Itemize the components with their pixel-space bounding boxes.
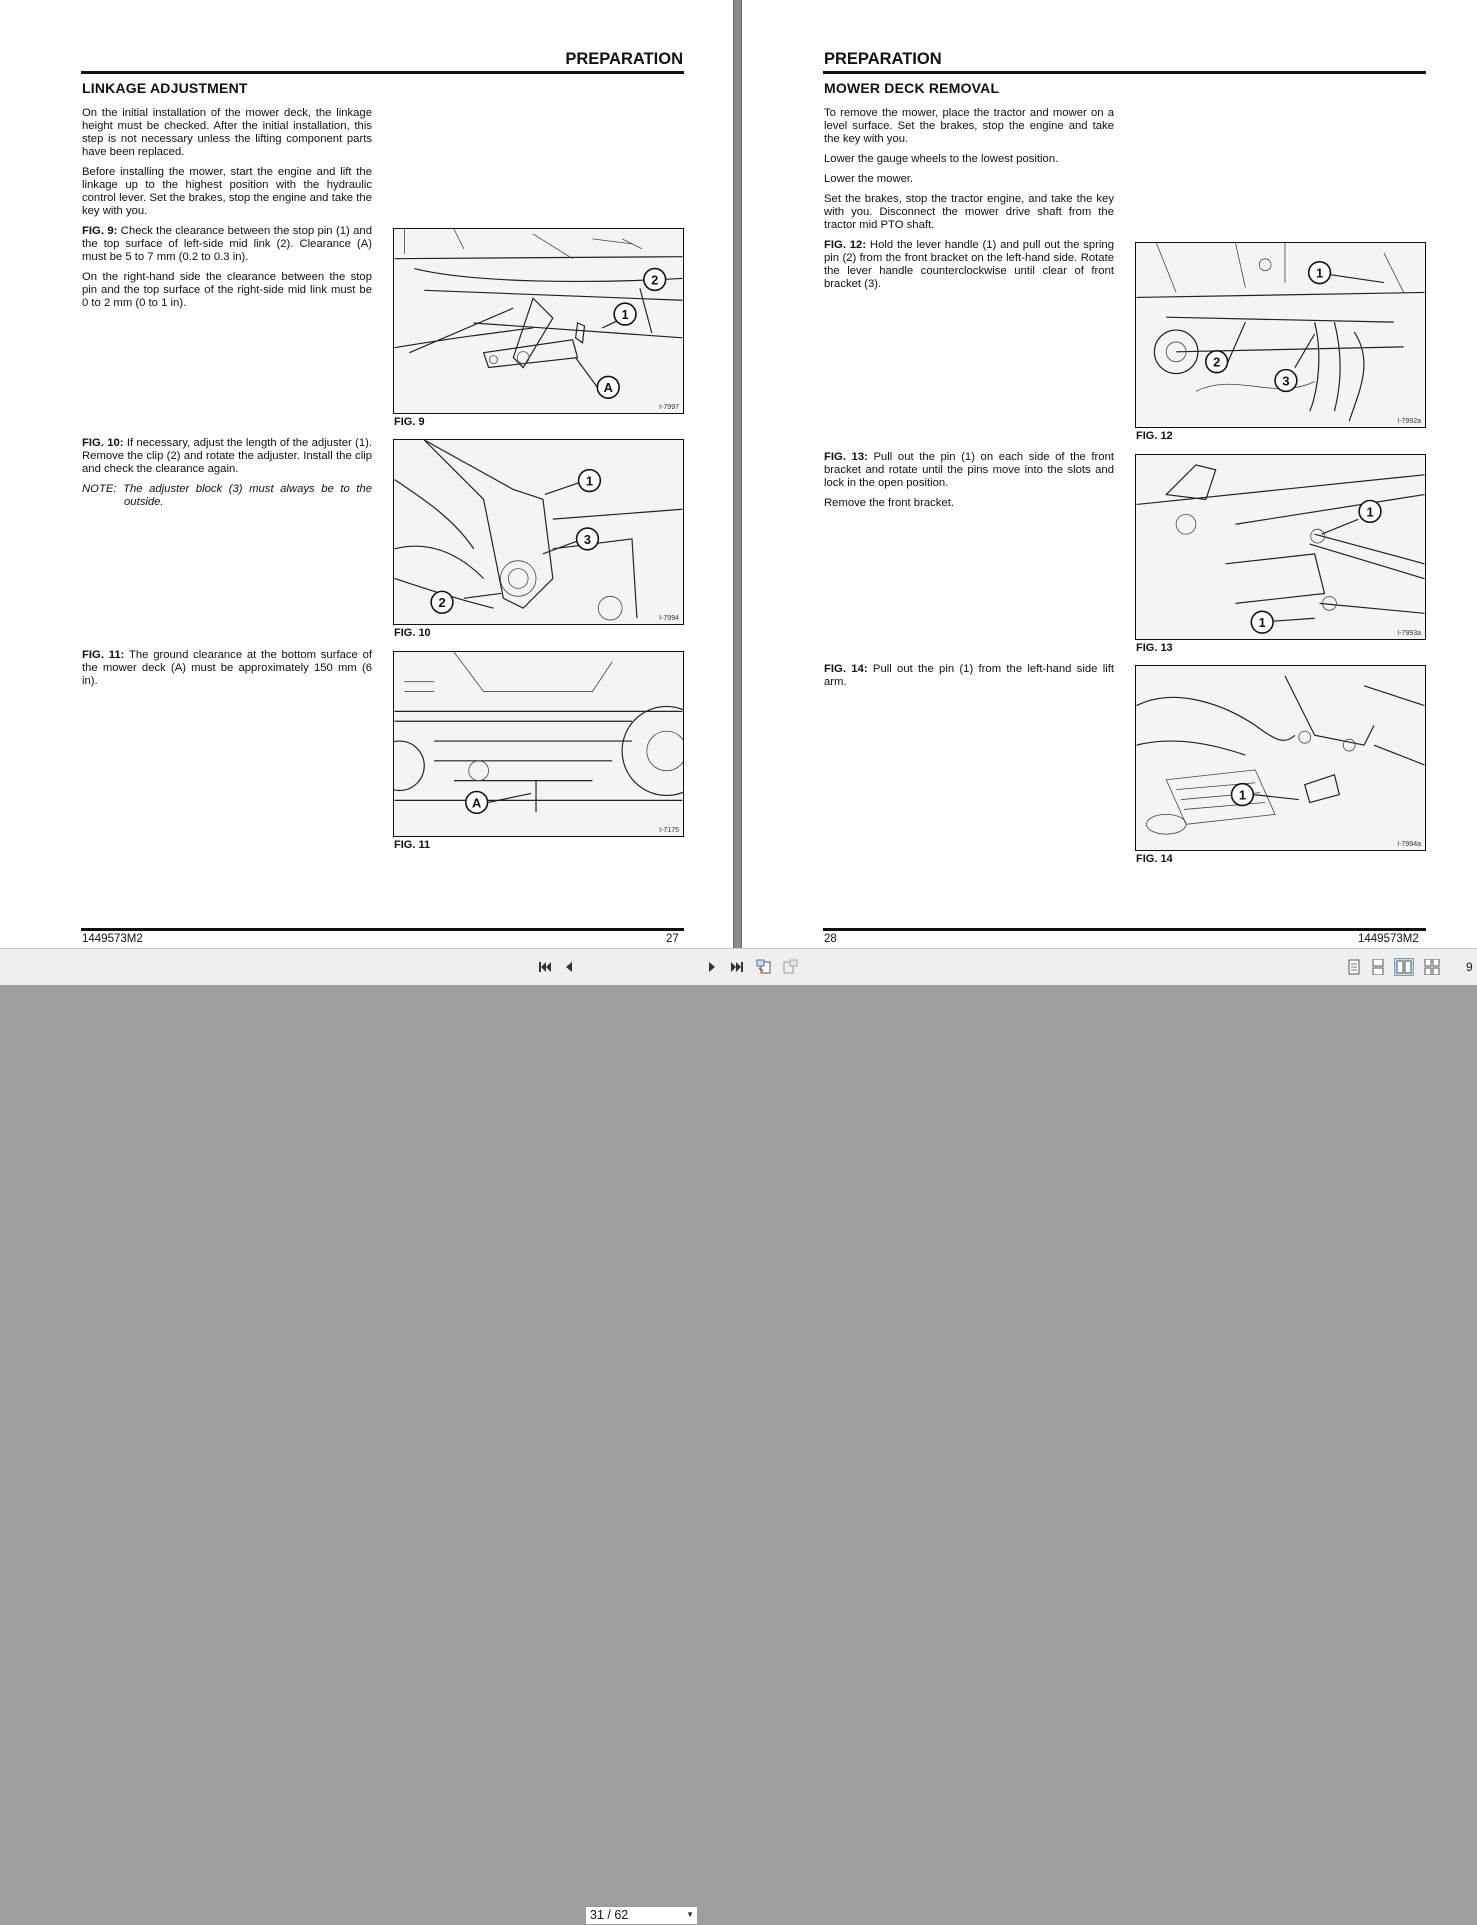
footer-rule: [823, 928, 1426, 931]
zoom-level[interactable]: 9: [1466, 960, 1473, 974]
fig-label: FIG. 14:: [824, 663, 868, 675]
fig10-paragraph: [82, 437, 372, 476]
figure-14: [1135, 665, 1426, 851]
right-page: [742, 0, 1477, 948]
figure-12-illustration: [1136, 243, 1425, 427]
figure-code: I-7994: [659, 615, 679, 622]
figure-caption: FIG. 10: [394, 627, 431, 639]
figure-13-illustration: [1136, 455, 1425, 639]
fig9-paragraph: [82, 225, 372, 264]
page-gutter: [733, 0, 742, 948]
page-header: PREPARATION: [824, 50, 942, 68]
page-header: PREPARATION: [565, 50, 683, 68]
single-page-icon[interactable]: [1344, 958, 1364, 976]
fig-text: Pull out the pin (1) on each side of the front bracket and rotate until the pins move into the slots and lock in the open position.: [824, 451, 1115, 489]
callout-label: 1: [1258, 615, 1266, 631]
continuous-facing-icon[interactable]: [1422, 958, 1442, 976]
callout-label: A: [472, 795, 482, 811]
paragraph: Lower the mower.: [824, 173, 914, 185]
fig14-text-block: [824, 663, 1114, 696]
figure-code: I-7992a: [1397, 418, 1421, 425]
page-number-input[interactable]: [585, 1906, 698, 1925]
callout-label: 1: [621, 307, 629, 323]
figure-13: [1135, 454, 1426, 640]
paragraph: On the initial installation of the mower deck, the linkage height must be checked. After the initial installation, this step is not necessary unless the lifting component parts have been replaced.: [82, 107, 372, 158]
footer-rule: [81, 928, 684, 931]
fig-label: FIG. 10:: [82, 437, 124, 449]
paragraph: Before installing the mower, start the engine and lift the linkage up to the highest position with the hydraulic control lever. Set the brakes, stop the engine and take the key with you.: [82, 166, 372, 217]
fig13-text-block: [824, 451, 1114, 517]
figure-11: [393, 651, 684, 837]
figure-9-illustration: [394, 229, 683, 413]
forward-view-icon[interactable]: [780, 958, 800, 976]
figure-caption: FIG. 12: [1136, 430, 1173, 442]
note: NOTE: The adjuster block (3) must always be to the outside.: [82, 483, 372, 508]
chevron-down-icon[interactable]: ▼: [686, 1910, 694, 1919]
figure-code: I-7994a: [1397, 841, 1421, 848]
fig-label: FIG. 12:: [824, 239, 867, 251]
page-indicator: 31 / 62: [590, 1908, 629, 1922]
callout-label: 1: [1238, 787, 1246, 803]
paragraph: Remove the front bracket.: [824, 497, 954, 509]
doc-number: 1449573M2: [82, 933, 143, 945]
fig-text: Hold the lever handle (1) and pull out the spring pin (2) from the front bracket on the left-hand side. Rotate the lever handle counterclockwise until clear of front bracket (3).: [824, 239, 1114, 290]
figure-code: I-7993a: [1397, 630, 1421, 637]
paragraph: On the right-hand side the clearance between the stop pin and the top surface of the right-side mid link must be 0 to 2 mm (0 to 1 in).: [82, 271, 372, 309]
fig12-paragraph: [824, 239, 1114, 291]
fig-label: FIG. 13:: [824, 451, 868, 463]
page-number: 27: [666, 933, 679, 945]
figure-14-illustration: [1136, 666, 1425, 850]
back-view-icon[interactable]: [754, 958, 774, 976]
figure-caption: FIG. 11: [394, 839, 431, 851]
callout-label: 2: [651, 272, 659, 288]
paragraph: Lower the gauge wheels to the lowest position.: [824, 153, 1059, 165]
callout-label: 3: [583, 531, 592, 547]
figure-code: I-7997: [659, 404, 679, 411]
fig-text: If necessary, adjust the length of the adjuster (1). Remove the clip (2) and rotate the adjuster. Install the clip and check the clearance again.: [82, 437, 372, 475]
fig10-text-block: [82, 437, 372, 516]
figure-9: [393, 228, 684, 414]
first-page-icon[interactable]: [535, 958, 555, 976]
figure-12: [1135, 242, 1426, 428]
callout-label: 2: [1213, 354, 1221, 370]
fig14-paragraph: [824, 663, 1114, 689]
figure-caption: FIG. 13: [1136, 642, 1173, 654]
paragraph: Set the brakes, stop the tractor engine, and take the key with you. Disconnect the mower drive shaft from the tractor mid PTO shaft.: [824, 193, 1114, 231]
continuous-icon[interactable]: [1368, 958, 1388, 976]
doc-number: 1449573M2: [1358, 933, 1419, 945]
paragraph: To remove the mower, place the tractor and mower on a level surface. Set the brakes, stop the engine and take the key with you.: [824, 107, 1114, 145]
figure-10-illustration: [394, 440, 683, 624]
callout-label: 1: [1315, 265, 1324, 281]
figure-11-illustration: [394, 652, 683, 836]
callout-label: A: [603, 380, 613, 396]
intro-text: [824, 107, 1114, 298]
header-rule: [81, 71, 684, 74]
fig-text: Check the clearance between the stop pin (1) and the top surface of left-side mid link (2). Clearance (A) must be 5 to 7 mm (0.2 to 0.3 in).: [82, 225, 372, 263]
figure-caption: FIG. 9: [394, 416, 425, 428]
section-title: MOWER DECK REMOVAL: [824, 80, 1000, 96]
callout-label: 2: [438, 595, 446, 611]
callout-label: 1: [585, 473, 594, 489]
callout-label: 1: [1366, 504, 1374, 520]
prev-page-icon[interactable]: [559, 958, 579, 976]
fig-label: FIG. 11:: [82, 649, 125, 661]
figure-caption: FIG. 14: [1136, 853, 1173, 865]
fig11-paragraph: [82, 649, 372, 688]
fig-text: The ground clearance at the bottom surface of the mower deck (A) must be approximately 150 mm (6 in).: [82, 649, 372, 687]
last-page-icon[interactable]: [727, 958, 747, 976]
section-title: LINKAGE ADJUSTMENT: [82, 80, 248, 96]
header-rule: [823, 71, 1426, 74]
page-number: 28: [824, 933, 837, 945]
next-page-icon[interactable]: [702, 958, 722, 976]
figure-code: I-7175: [659, 827, 679, 834]
callout-label: 3: [1282, 373, 1290, 389]
viewer-toolbar: [0, 948, 1477, 1922]
figure-10: [393, 439, 684, 625]
intro-text: [82, 107, 372, 317]
fig11-text-block: [82, 649, 372, 695]
facing-icon[interactable]: [1394, 958, 1414, 976]
fig-label: FIG. 9:: [82, 225, 118, 237]
fig13-paragraph: [824, 451, 1114, 490]
fig-text: Pull out the pin (1) from the left-hand side lift arm.: [824, 663, 1114, 688]
left-page: [0, 0, 733, 948]
